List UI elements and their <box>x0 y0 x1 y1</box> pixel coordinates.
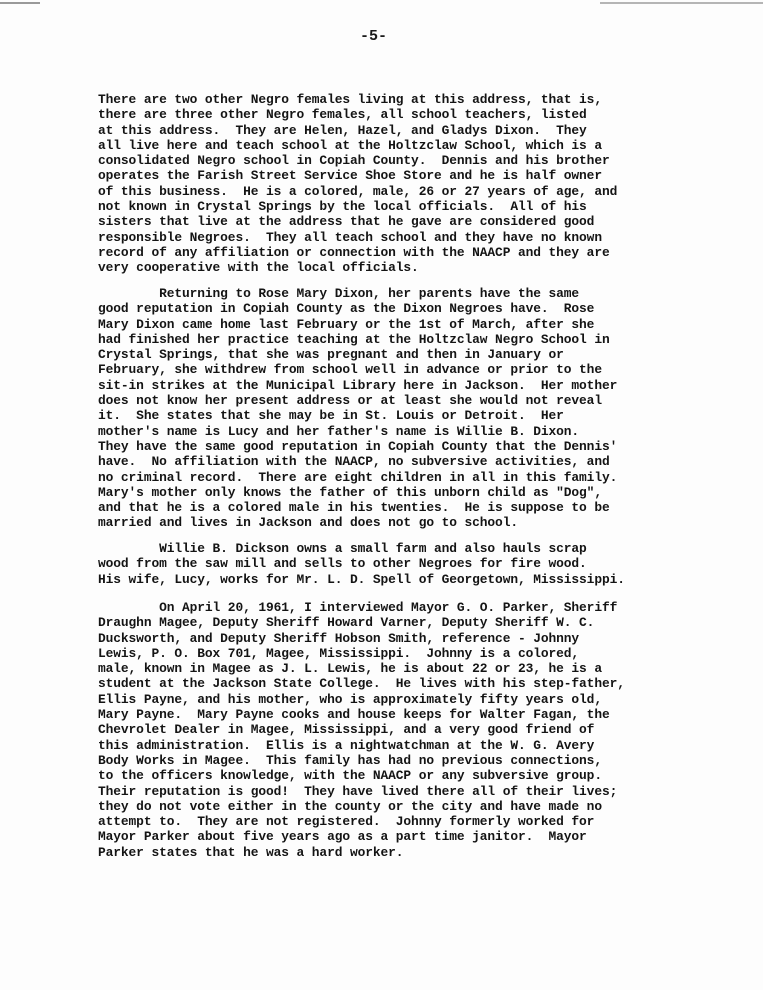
text-line: Ellis Payne, and his mother, who is approximately fifty years old, <box>98 691 602 707</box>
text-line: at this address. They are Helen, Hazel, and Gladys Dixon. They <box>98 122 587 138</box>
paragraph-2 <box>98 286 738 531</box>
text-line: consolidated Negro school in Copiah County. Dennis and his brother <box>98 153 610 169</box>
text-line: had finished her practice teaching at the Holtzclaw Negro School in <box>98 331 610 347</box>
text-line: Chevrolet Dealer in Magee, Mississippi, and a very good friend of <box>98 722 595 738</box>
paragraph-4 <box>98 600 738 860</box>
paragraph-3 <box>98 541 738 587</box>
text-line: Their reputation is good! They have lived there all of their lives; <box>98 783 618 799</box>
text-line: married and lives in Jackson and does not go to school. <box>98 515 518 531</box>
text-line: responsible Negroes. They all teach school and they have no known <box>98 229 602 245</box>
text-line: sisters that live at the address that he gave are considered good <box>98 214 595 230</box>
text-line: very cooperative with the local officials. <box>98 260 419 276</box>
text-line: sit-in strikes at the Municipal Library here in Jackson. Her mother <box>98 377 618 393</box>
text-line: His wife, Lucy, works for Mr. L. D. Spell of Georgetown, Mississippi. <box>98 571 625 587</box>
text-line: not known in Crystal Springs by the local officials. All of his <box>98 199 587 215</box>
text-line: no criminal record. There are eight children in all in this family. <box>98 469 618 485</box>
text-line: Returning to Rose Mary Dixon, her parents have the same <box>98 286 580 301</box>
text-line: Lewis, P. O. Box 701, Magee, Mississippi. Johnny is a colored, <box>98 645 580 661</box>
text-line: There are two other Negro females living at this address, that is, <box>98 92 602 107</box>
text-line: Crystal Springs, that she was pregnant and then in January or <box>98 347 564 363</box>
paragraph-1 <box>98 92 738 276</box>
scan-edge-mark-left <box>0 2 40 4</box>
text-line: Mayor Parker about five years ago as a part time janitor. Mayor <box>98 829 587 845</box>
text-line: Body Works in Magee. This family has had no previous connections, <box>98 752 602 768</box>
text-line: record of any affiliation or connection with the NAACP and they are <box>98 244 610 260</box>
text-line: this administration. Ellis is a nightwatchman at the W. G. Avery <box>98 737 595 753</box>
text-line: Mary Dixon came home last February or the 1st of March, after she <box>98 316 595 332</box>
text-line: to the officers knowledge, with the NAACP or any subversive group. <box>98 768 602 784</box>
text-line: they do not vote either in the county or the city and have made no <box>98 798 602 814</box>
text-line: all live here and teach school at the Holtzclaw School, which is a <box>98 137 602 153</box>
text-line: of this business. He is a colored, male, 26 or 27 years of age, and <box>98 183 618 199</box>
scan-edge-mark-right <box>600 2 763 4</box>
text-line: operates the Farish Street Service Shoe Store and he is half owner <box>98 168 602 184</box>
text-line: Parker states that he was a hard worker. <box>98 844 404 860</box>
text-line: mother's name is Lucy and her father's name is Willie B. Dixon. <box>98 423 580 439</box>
text-line: On April 20, 1961, I interviewed Mayor G. O. Parker, Sheriff <box>98 600 618 615</box>
text-line: there are three other Negro females, all school teachers, listed <box>98 107 587 123</box>
text-line: Draughn Magee, Deputy Sheriff Howard Varner, Deputy Sheriff W. C. <box>98 615 595 631</box>
text-line: attempt to. They are not registered. Johnny formerly worked for <box>98 814 595 830</box>
text-line: student at the Jackson State College. He lives with his step-father, <box>98 676 625 692</box>
text-line: it. She states that she may be in St. Louis or Detroit. Her <box>98 408 564 424</box>
page-number: -5- <box>360 28 388 45</box>
text-line: February, she withdrew from school well in advance or prior to the <box>98 362 602 378</box>
text-line: does not know her present address or at least she would not reveal <box>98 393 602 409</box>
text-line: wood from the saw mill and sells to other Negroes for fire wood. <box>98 556 587 572</box>
text-line: Willie B. Dickson owns a small farm and also hauls scrap <box>98 541 587 556</box>
text-line: They have the same good reputation in Copiah County that the Dennis' <box>98 438 618 454</box>
text-line: Mary's mother only knows the father of this unborn child as "Dog", <box>98 484 602 500</box>
text-line: Ducksworth, and Deputy Sheriff Hobson Smith, reference - Johnny <box>98 630 580 646</box>
text-line: have. No affiliation with the NAACP, no subversive activities, and <box>98 454 610 470</box>
text-line: Mary Payne. Mary Payne cooks and house keeps for Walter Fagan, the <box>98 707 610 723</box>
text-line: male, known in Magee as J. L. Lewis, he is about 22 or 23, he is a <box>98 661 602 677</box>
text-line: good reputation in Copiah County as the Dixon Negroes have. Rose <box>98 301 595 317</box>
text-line: and that he is a colored male in his twenties. He is suppose to be <box>98 500 610 516</box>
